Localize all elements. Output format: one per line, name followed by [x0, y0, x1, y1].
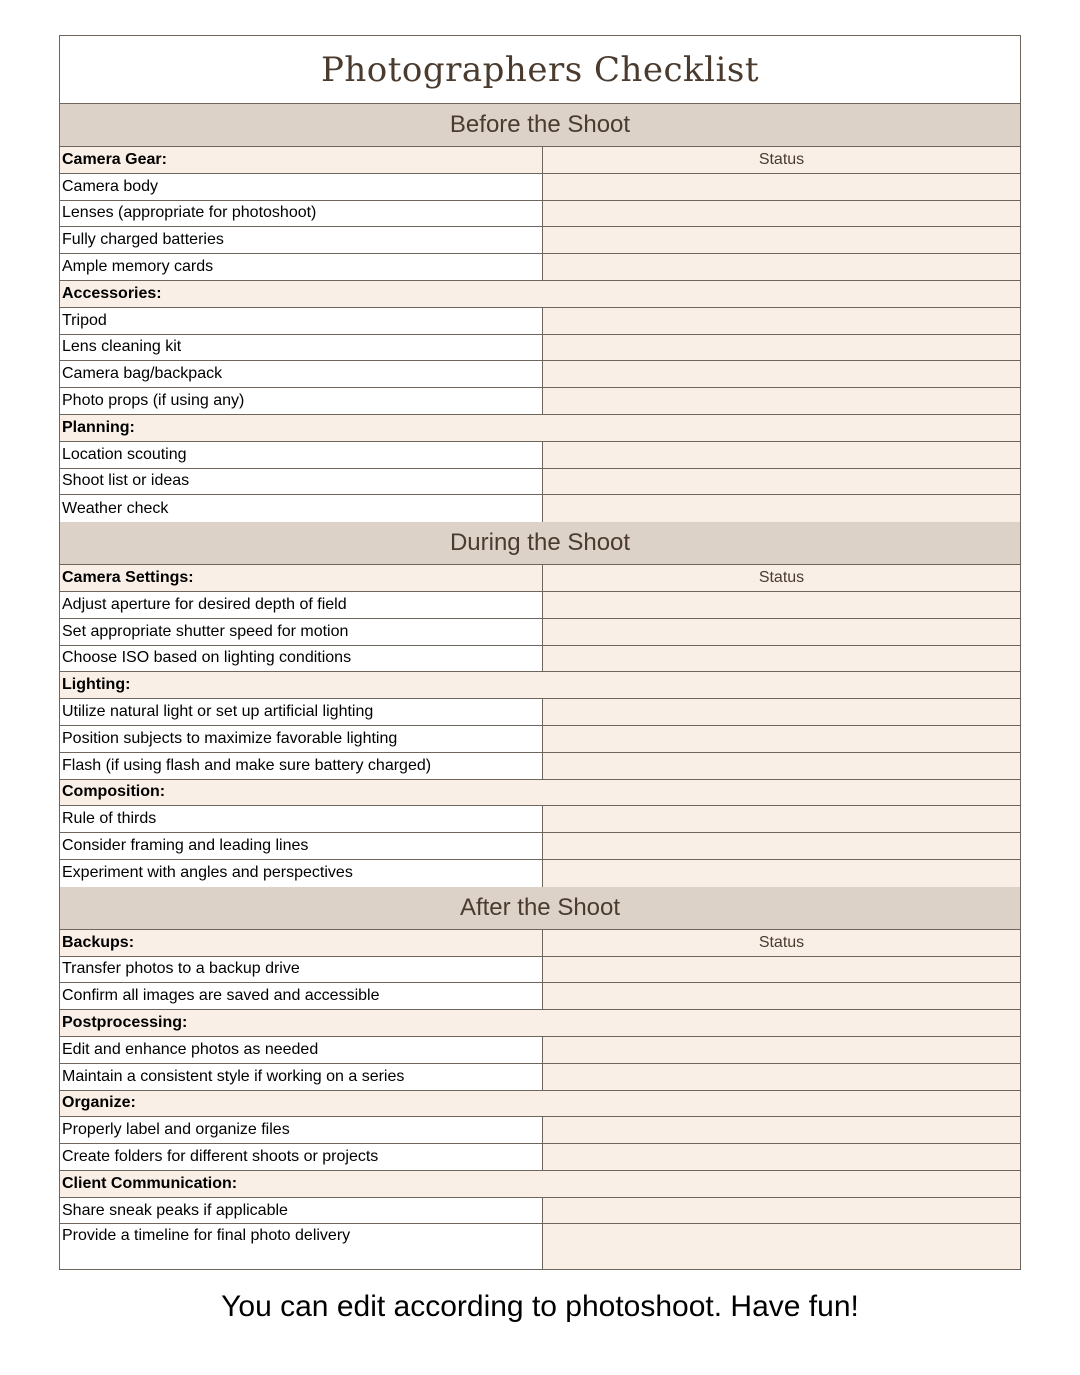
checklist-item-row [60, 592, 1020, 619]
checklist-item-row [60, 1064, 1020, 1091]
status-cell[interactable] [543, 469, 1020, 495]
checklist-item-label: Adjust aperture for desired depth of field [60, 592, 543, 618]
checklist-item-label: Properly label and organize files [60, 1117, 543, 1143]
status-cell[interactable] [543, 335, 1020, 361]
checklist-item-label: Shoot list or ideas [60, 469, 543, 495]
section-header: Before the Shoot [60, 104, 1020, 147]
checklist-item-label: Confirm all images are saved and accessible [60, 983, 543, 1009]
checklist-item-row [60, 1224, 1020, 1269]
status-cell[interactable] [543, 753, 1020, 779]
checklist-item-label: Consider framing and leading lines [60, 833, 543, 859]
checklist-item-label: Camera bag/backpack [60, 361, 543, 387]
category-header-row [60, 565, 1020, 592]
checklist-item-row [60, 201, 1020, 228]
status-cell[interactable] [543, 646, 1020, 672]
checklist-item-row [60, 1037, 1020, 1064]
checklist-item-row [60, 254, 1020, 281]
checklist-item-row [60, 983, 1020, 1010]
category-header-row [60, 930, 1020, 957]
checklist-item-label: Set appropriate shutter speed for motion [60, 619, 543, 645]
checklist-item-label: Lens cleaning kit [60, 335, 543, 361]
checklist-item-row [60, 227, 1020, 254]
status-cell[interactable] [543, 1037, 1020, 1063]
checklist-item-row [60, 388, 1020, 415]
checklist-item-label: Rule of thirds [60, 806, 543, 832]
checklist-item-row [60, 619, 1020, 646]
status-cell[interactable] [543, 201, 1020, 227]
checklist-item-row [60, 860, 1020, 887]
section-header: During the Shoot [60, 522, 1020, 565]
status-column-header: Status [543, 147, 1020, 173]
checklist-item-row [60, 726, 1020, 753]
status-cell[interactable] [543, 806, 1020, 832]
checklist-table [59, 35, 1021, 1270]
status-cell[interactable] [543, 388, 1020, 414]
section-body [60, 565, 1020, 887]
status-cell[interactable] [543, 361, 1020, 387]
status-cell[interactable] [543, 1224, 1020, 1269]
footer-note: You can edit according to photoshoot. Have fun! [221, 1290, 859, 1323]
status-cell[interactable] [543, 442, 1020, 468]
checklist-item-row [60, 753, 1020, 780]
checklist-item-label: Camera body [60, 174, 543, 200]
checklist-item-label: Fully charged batteries [60, 227, 543, 253]
checklist-item-label: Experiment with angles and perspectives [60, 860, 543, 887]
checklist-item-label: Ample memory cards [60, 254, 543, 280]
checklist-item-row [60, 335, 1020, 362]
status-cell[interactable] [543, 983, 1020, 1009]
checklist-item-label: Create folders for different shoots or projects [60, 1144, 543, 1170]
checklist-item-label: Provide a timeline for final photo delivery [60, 1224, 543, 1269]
status-cell[interactable] [543, 308, 1020, 334]
status-cell[interactable] [543, 1064, 1020, 1090]
checklist-item-row [60, 442, 1020, 469]
checklist-item-label: Lenses (appropriate for photoshoot) [60, 201, 543, 227]
checklist-item-label: Location scouting [60, 442, 543, 468]
status-cell[interactable] [543, 860, 1020, 887]
status-cell[interactable] [543, 495, 1020, 522]
section-header: After the Shoot [60, 887, 1020, 930]
checklist-item-label: Utilize natural light or set up artificial lighting [60, 699, 543, 725]
status-cell[interactable] [543, 227, 1020, 253]
category-label: Organize: [60, 1091, 1020, 1118]
checklist-item-label: Position subjects to maximize favorable lighting [60, 726, 543, 752]
category-label: Accessories: [60, 281, 1020, 308]
checklist-item-row [60, 646, 1020, 673]
checklist-item-label: Flash (if using flash and make sure battery charged) [60, 753, 543, 779]
status-cell[interactable] [543, 174, 1020, 200]
checklist-item-label: Photo props (if using any) [60, 388, 543, 414]
checklist-item-label: Choose ISO based on lighting conditions [60, 646, 543, 672]
checklist-item-label: Share sneak peaks if applicable [60, 1198, 543, 1224]
category-label: Composition: [60, 780, 1020, 807]
status-cell[interactable] [543, 1144, 1020, 1170]
page-title: Photographers Checklist [60, 36, 1020, 104]
status-cell[interactable] [543, 699, 1020, 725]
category-header-row [60, 147, 1020, 174]
checklist-item-row [60, 1144, 1020, 1171]
status-cell[interactable] [543, 1117, 1020, 1143]
status-cell[interactable] [543, 833, 1020, 859]
category-label: Camera Settings: [60, 565, 543, 591]
section-body [60, 147, 1020, 522]
status-column-header: Status [543, 930, 1020, 956]
checklist-item-row [60, 495, 1020, 522]
checklist-item-label: Maintain a consistent style if working on a series [60, 1064, 543, 1090]
status-cell[interactable] [543, 957, 1020, 983]
status-cell[interactable] [543, 619, 1020, 645]
status-cell[interactable] [543, 1198, 1020, 1224]
checklist-item-row [60, 806, 1020, 833]
checklist-item-row [60, 469, 1020, 496]
category-label: Planning: [60, 415, 1020, 442]
checklist-item-row [60, 833, 1020, 860]
checklist-item-label: Transfer photos to a backup drive [60, 957, 543, 983]
category-label: Postprocessing: [60, 1010, 1020, 1037]
status-column-header: Status [543, 565, 1020, 591]
checklist-item-row [60, 174, 1020, 201]
status-cell[interactable] [543, 592, 1020, 618]
checklist-item-row [60, 1198, 1020, 1225]
category-label: Backups: [60, 930, 543, 956]
checklist-item-label: Edit and enhance photos as needed [60, 1037, 543, 1063]
checklist-item-row [60, 957, 1020, 984]
checklist-item-label: Tripod [60, 308, 543, 334]
checklist-item-row [60, 361, 1020, 388]
category-label: Lighting: [60, 672, 1020, 699]
checklist-item-row [60, 1117, 1020, 1144]
checklist-item-row [60, 308, 1020, 335]
status-cell[interactable] [543, 254, 1020, 280]
status-cell[interactable] [543, 726, 1020, 752]
checklist-item-label: Weather check [60, 495, 543, 522]
category-label: Camera Gear: [60, 147, 543, 173]
section-body [60, 930, 1020, 1270]
category-label: Client Communication: [60, 1171, 1020, 1198]
checklist-item-row [60, 699, 1020, 726]
